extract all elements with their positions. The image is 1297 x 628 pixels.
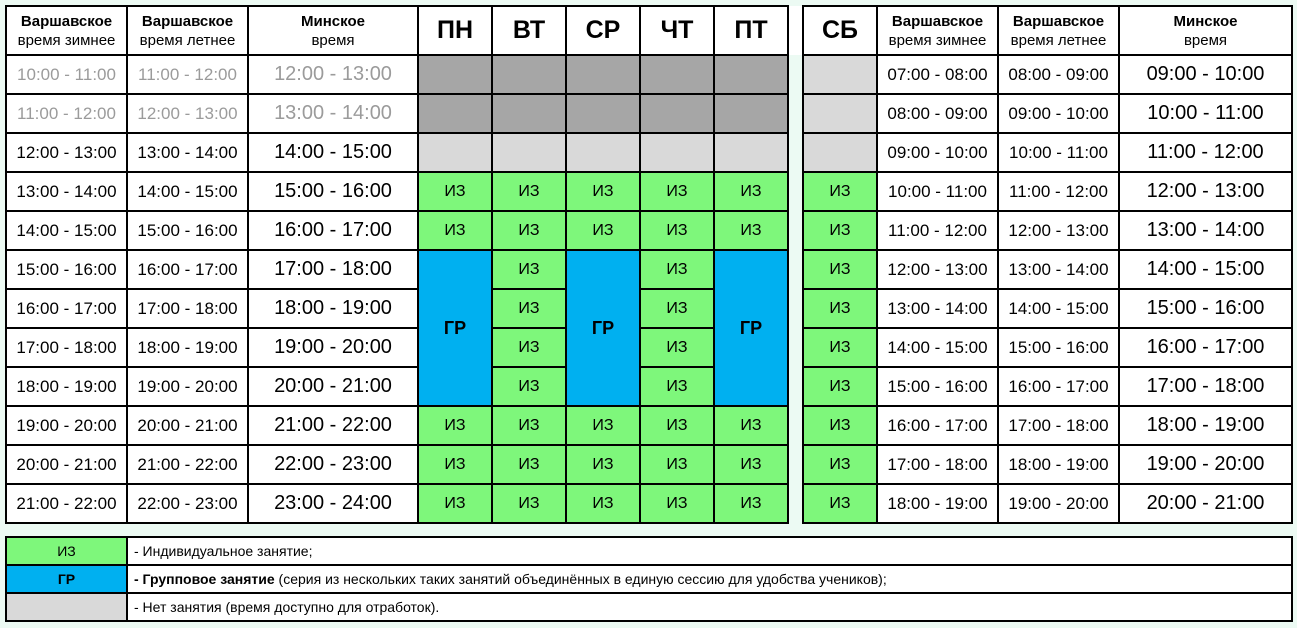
unavailable-cell <box>714 55 788 94</box>
day-header-tue: ВТ <box>492 6 566 55</box>
minsk-header: Минское время <box>248 6 418 55</box>
warsaw-winter-cell: 15:00 - 16:00 <box>6 250 127 289</box>
legend-free-swatch <box>6 593 127 621</box>
unavailable-cell <box>418 55 492 94</box>
free-cell <box>566 133 640 172</box>
table-gap <box>788 328 803 367</box>
table-row <box>6 289 1292 328</box>
sat-warsaw-summer-cell: 15:00 - 16:00 <box>998 328 1119 367</box>
individual-cell: ИЗ <box>492 445 566 484</box>
individual-cell: ИЗ <box>803 367 877 406</box>
minsk-cell: 13:00 - 14:00 <box>248 94 418 133</box>
warsaw-winter-cell: 16:00 - 17:00 <box>6 289 127 328</box>
individual-cell: ИЗ <box>492 406 566 445</box>
warsaw-summer-cell: 13:00 - 14:00 <box>127 133 248 172</box>
table-gap <box>788 172 803 211</box>
sat-warsaw-winter-cell: 07:00 - 08:00 <box>877 55 998 94</box>
header-row <box>6 6 1292 55</box>
sat-minsk-cell: 19:00 - 20:00 <box>1119 445 1292 484</box>
table-row <box>6 94 1292 133</box>
sat-minsk-cell: 20:00 - 21:00 <box>1119 484 1292 523</box>
sat-minsk-cell: 16:00 - 17:00 <box>1119 328 1292 367</box>
table-row <box>6 250 1292 289</box>
sat-warsaw-winter-cell: 15:00 - 16:00 <box>877 367 998 406</box>
sat-warsaw-winter-cell: 09:00 - 10:00 <box>877 133 998 172</box>
free-cell <box>803 55 877 94</box>
individual-cell: ИЗ <box>492 289 566 328</box>
warsaw-winter-cell: 10:00 - 11:00 <box>6 55 127 94</box>
warsaw-winter-cell: 19:00 - 20:00 <box>6 406 127 445</box>
sat-warsaw-winter-cell: 08:00 - 09:00 <box>877 94 998 133</box>
unavailable-cell <box>566 94 640 133</box>
sat-warsaw-summer-cell: 17:00 - 18:00 <box>998 406 1119 445</box>
minsk-cell: 19:00 - 20:00 <box>248 328 418 367</box>
group-cell: ГР <box>566 250 640 406</box>
table-gap <box>788 94 803 133</box>
individual-cell: ИЗ <box>492 250 566 289</box>
individual-cell: ИЗ <box>492 211 566 250</box>
schedule-table <box>5 5 1293 524</box>
individual-cell: ИЗ <box>640 406 714 445</box>
individual-cell: ИЗ <box>418 445 492 484</box>
warsaw-summer-cell: 15:00 - 16:00 <box>127 211 248 250</box>
individual-cell: ИЗ <box>418 406 492 445</box>
warsaw-summer-cell: 11:00 - 12:00 <box>127 55 248 94</box>
sat-warsaw-winter-cell: 13:00 - 14:00 <box>877 289 998 328</box>
table-gap <box>788 250 803 289</box>
table-gap <box>788 6 803 55</box>
legend-row-group <box>6 565 1292 593</box>
warsaw-summer-cell: 21:00 - 22:00 <box>127 445 248 484</box>
sat-warsaw-winter-cell: 18:00 - 19:00 <box>877 484 998 523</box>
individual-cell: ИЗ <box>640 367 714 406</box>
individual-cell: ИЗ <box>566 211 640 250</box>
warsaw-winter-header: Варшавское время зимнее <box>6 6 127 55</box>
table-gap <box>788 289 803 328</box>
minsk-cell: 21:00 - 22:00 <box>248 406 418 445</box>
individual-cell: ИЗ <box>640 211 714 250</box>
legend-group-swatch: ГР <box>6 565 127 593</box>
minsk-cell: 16:00 - 17:00 <box>248 211 418 250</box>
warsaw-winter-cell: 14:00 - 15:00 <box>6 211 127 250</box>
day-header-thu: ЧТ <box>640 6 714 55</box>
warsaw-winter-cell: 21:00 - 22:00 <box>6 484 127 523</box>
legend-individual-swatch: ИЗ <box>6 537 127 565</box>
sat-warsaw-summer-cell: 10:00 - 11:00 <box>998 133 1119 172</box>
free-cell <box>714 133 788 172</box>
sat-warsaw-summer-cell: 12:00 - 13:00 <box>998 211 1119 250</box>
table-row <box>6 445 1292 484</box>
sat-minsk-cell: 14:00 - 15:00 <box>1119 250 1292 289</box>
unavailable-cell <box>492 94 566 133</box>
free-cell <box>640 133 714 172</box>
individual-cell: ИЗ <box>418 484 492 523</box>
sat-warsaw-summer-cell: 18:00 - 19:00 <box>998 445 1119 484</box>
legend-table <box>5 536 1293 622</box>
free-cell <box>803 94 877 133</box>
free-cell <box>418 133 492 172</box>
warsaw-summer-cell: 12:00 - 13:00 <box>127 94 248 133</box>
sat-minsk-cell: 12:00 - 13:00 <box>1119 172 1292 211</box>
sat-warsaw-winter-cell: 14:00 - 15:00 <box>877 328 998 367</box>
day-header-mon: ПН <box>418 6 492 55</box>
individual-cell: ИЗ <box>714 406 788 445</box>
warsaw-summer-cell: 18:00 - 19:00 <box>127 328 248 367</box>
table-row <box>6 55 1292 94</box>
sat-minsk-cell: 17:00 - 18:00 <box>1119 367 1292 406</box>
warsaw-summer-cell: 17:00 - 18:00 <box>127 289 248 328</box>
individual-cell: ИЗ <box>492 484 566 523</box>
individual-cell: ИЗ <box>803 289 877 328</box>
legend-group-title: - Групповое занятие <box>134 571 275 587</box>
table-row <box>6 328 1292 367</box>
individual-cell: ИЗ <box>640 250 714 289</box>
minsk-cell: 17:00 - 18:00 <box>248 250 418 289</box>
warsaw-summer-cell: 22:00 - 23:00 <box>127 484 248 523</box>
warsaw-summer-cell: 19:00 - 20:00 <box>127 367 248 406</box>
sat-warsaw-winter-header: Варшавское время зимнее <box>877 6 998 55</box>
minsk-cell: 15:00 - 16:00 <box>248 172 418 211</box>
individual-cell: ИЗ <box>714 484 788 523</box>
table-row <box>6 133 1292 172</box>
minsk-cell: 23:00 - 24:00 <box>248 484 418 523</box>
minsk-cell: 22:00 - 23:00 <box>248 445 418 484</box>
day-header-sat: СБ <box>803 6 877 55</box>
legend-individual-desc: - Индивидуальное занятие; <box>127 537 1292 565</box>
table-gap <box>788 445 803 484</box>
sat-minsk-cell: 11:00 - 12:00 <box>1119 133 1292 172</box>
individual-cell: ИЗ <box>640 445 714 484</box>
table-gap <box>788 406 803 445</box>
sat-minsk-cell: 09:00 - 10:00 <box>1119 55 1292 94</box>
sat-warsaw-winter-cell: 16:00 - 17:00 <box>877 406 998 445</box>
individual-cell: ИЗ <box>492 172 566 211</box>
unavailable-cell <box>640 94 714 133</box>
unavailable-cell <box>418 94 492 133</box>
unavailable-cell <box>566 55 640 94</box>
individual-cell: ИЗ <box>714 445 788 484</box>
group-cell: ГР <box>714 250 788 406</box>
minsk-cell: 14:00 - 15:00 <box>248 133 418 172</box>
legend-row-free <box>6 593 1292 621</box>
legend-group-desc <box>127 565 1292 593</box>
sat-minsk-header: Минское время <box>1119 6 1292 55</box>
free-cell <box>492 133 566 172</box>
individual-cell: ИЗ <box>803 406 877 445</box>
warsaw-winter-cell: 12:00 - 13:00 <box>6 133 127 172</box>
warsaw-summer-cell: 20:00 - 21:00 <box>127 406 248 445</box>
individual-cell: ИЗ <box>566 172 640 211</box>
sat-warsaw-winter-cell: 17:00 - 18:00 <box>877 445 998 484</box>
warsaw-winter-cell: 11:00 - 12:00 <box>6 94 127 133</box>
warsaw-summer-cell: 16:00 - 17:00 <box>127 250 248 289</box>
sat-warsaw-winter-cell: 10:00 - 11:00 <box>877 172 998 211</box>
individual-cell: ИЗ <box>492 328 566 367</box>
unavailable-cell <box>640 55 714 94</box>
individual-cell: ИЗ <box>566 406 640 445</box>
table-row <box>6 484 1292 523</box>
group-cell: ГР <box>418 250 492 406</box>
individual-cell: ИЗ <box>492 367 566 406</box>
warsaw-winter-cell: 17:00 - 18:00 <box>6 328 127 367</box>
table-gap <box>788 484 803 523</box>
sat-minsk-cell: 10:00 - 11:00 <box>1119 94 1292 133</box>
sat-minsk-cell: 13:00 - 14:00 <box>1119 211 1292 250</box>
table-gap <box>788 211 803 250</box>
sat-warsaw-summer-cell: 16:00 - 17:00 <box>998 367 1119 406</box>
legend-free-desc: - Нет занятия (время доступно для отработок). <box>127 593 1292 621</box>
legend-group-note: (серия из нескольких таких занятий объединённых в единую сессию для удобства учеников); <box>274 571 887 587</box>
individual-cell: ИЗ <box>803 172 877 211</box>
sat-minsk-cell: 15:00 - 16:00 <box>1119 289 1292 328</box>
minsk-cell: 12:00 - 13:00 <box>248 55 418 94</box>
day-header-wed: СР <box>566 6 640 55</box>
warsaw-winter-cell: 13:00 - 14:00 <box>6 172 127 211</box>
minsk-cell: 20:00 - 21:00 <box>248 367 418 406</box>
warsaw-summer-cell: 14:00 - 15:00 <box>127 172 248 211</box>
individual-cell: ИЗ <box>714 172 788 211</box>
legend-row-individual <box>6 537 1292 565</box>
individual-cell: ИЗ <box>566 484 640 523</box>
warsaw-winter-cell: 20:00 - 21:00 <box>6 445 127 484</box>
sat-warsaw-summer-cell: 14:00 - 15:00 <box>998 289 1119 328</box>
unavailable-cell <box>492 55 566 94</box>
sat-warsaw-summer-header: Варшавское время летнее <box>998 6 1119 55</box>
sat-warsaw-winter-cell: 11:00 - 12:00 <box>877 211 998 250</box>
sat-warsaw-summer-cell: 11:00 - 12:00 <box>998 172 1119 211</box>
sat-warsaw-summer-cell: 13:00 - 14:00 <box>998 250 1119 289</box>
individual-cell: ИЗ <box>418 172 492 211</box>
table-row <box>6 172 1292 211</box>
sat-warsaw-summer-cell: 08:00 - 09:00 <box>998 55 1119 94</box>
individual-cell: ИЗ <box>803 484 877 523</box>
table-row <box>6 211 1292 250</box>
sat-warsaw-summer-cell: 09:00 - 10:00 <box>998 94 1119 133</box>
table-gap <box>788 367 803 406</box>
individual-cell: ИЗ <box>803 328 877 367</box>
minsk-cell: 18:00 - 19:00 <box>248 289 418 328</box>
free-cell <box>803 133 877 172</box>
table-row <box>6 367 1292 406</box>
warsaw-winter-cell: 18:00 - 19:00 <box>6 367 127 406</box>
unavailable-cell <box>714 94 788 133</box>
individual-cell: ИЗ <box>566 445 640 484</box>
individual-cell: ИЗ <box>714 211 788 250</box>
sat-minsk-cell: 18:00 - 19:00 <box>1119 406 1292 445</box>
individual-cell: ИЗ <box>640 289 714 328</box>
individual-cell: ИЗ <box>640 172 714 211</box>
individual-cell: ИЗ <box>803 250 877 289</box>
individual-cell: ИЗ <box>803 211 877 250</box>
sat-warsaw-winter-cell: 12:00 - 13:00 <box>877 250 998 289</box>
table-gap <box>788 133 803 172</box>
sat-warsaw-summer-cell: 19:00 - 20:00 <box>998 484 1119 523</box>
individual-cell: ИЗ <box>640 328 714 367</box>
individual-cell: ИЗ <box>640 484 714 523</box>
table-row <box>6 406 1292 445</box>
individual-cell: ИЗ <box>803 445 877 484</box>
individual-cell: ИЗ <box>418 211 492 250</box>
table-gap <box>788 55 803 94</box>
day-header-fri: ПТ <box>714 6 788 55</box>
warsaw-summer-header: Варшавское время летнее <box>127 6 248 55</box>
